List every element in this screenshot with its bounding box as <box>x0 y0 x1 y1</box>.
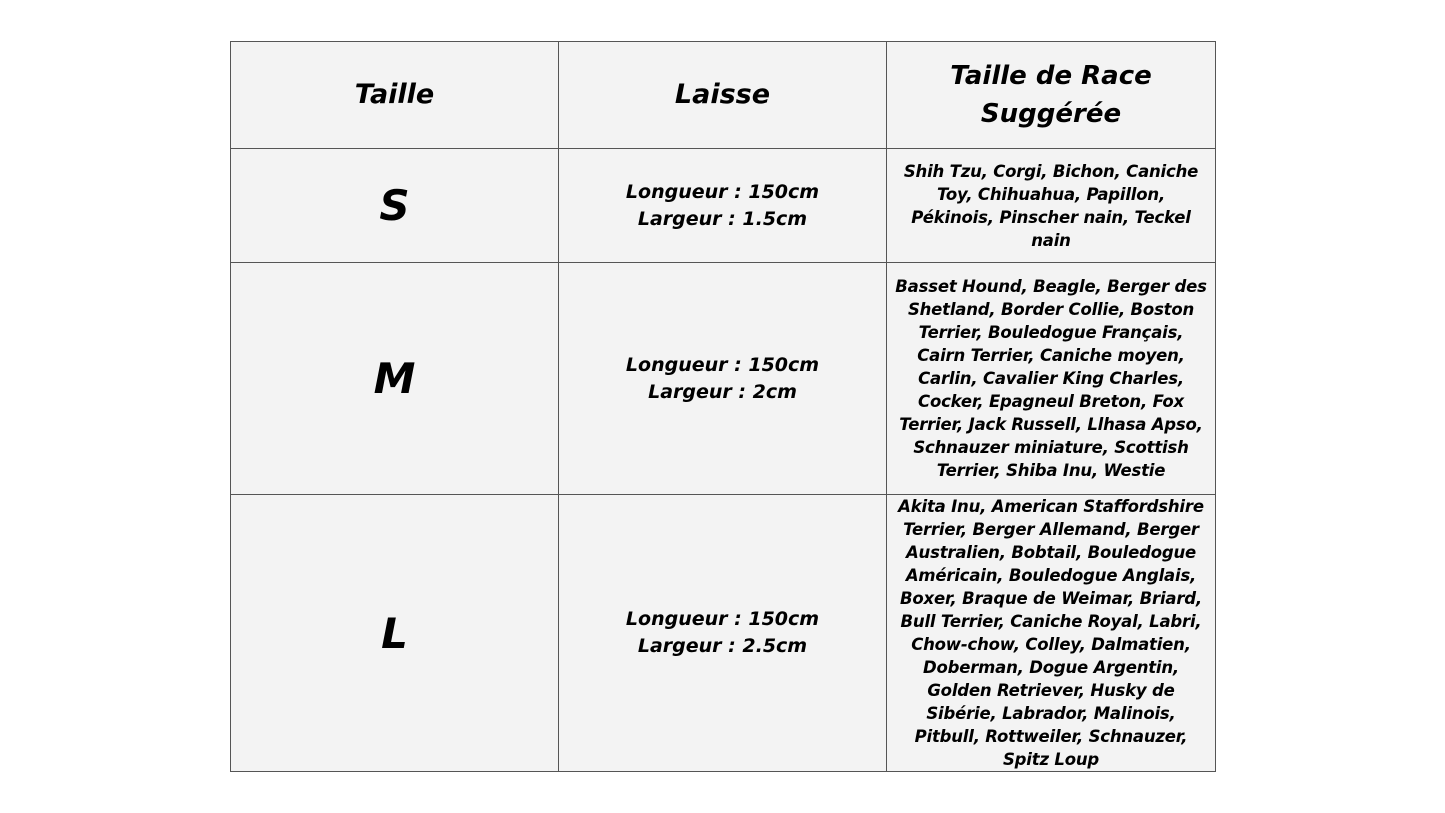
leash-length: Longueur : 150cm <box>625 180 820 203</box>
leash-length: Longueur : 150cm <box>625 608 820 630</box>
table-row-l <box>231 495 1216 772</box>
table-header-row <box>231 42 1216 149</box>
size-cell: L <box>231 495 559 772</box>
leash-width: Largeur : 2.5cm <box>637 635 808 657</box>
size-cell: M <box>231 263 559 495</box>
size-cell: S <box>231 149 559 263</box>
leash-width: Largeur : 1.5cm <box>637 207 808 230</box>
leash-width: Largeur : 2cm <box>648 380 797 403</box>
header-size: Taille <box>231 42 559 149</box>
breeds-cell: Basset Hound, Beagle, Berger des Shetland, Border Collie, Boston Terrier, Bouledogue Français, Cairn Terrier, Caniche moyen, Carlin, Cavalier King Charles, Cocker, Epagneul Breton, Fox Terrier, Jack Russell, Llhasa Apso, Schnauzer miniature, Scottish Terrier, Shiba Inu, Westie <box>887 263 1216 495</box>
table-row-m <box>231 263 1216 495</box>
header-breed-size: Taille de Race Suggérée <box>887 42 1216 149</box>
breeds-cell: Shih Tzu, Corgi, Bichon, Caniche Toy, Chihuahua, Papillon, Pékinois, Pinscher nain, Teckel nain <box>887 149 1216 263</box>
header-leash: Laisse <box>559 42 887 149</box>
breeds-cell: Akita Inu, American Staffordshire Terrier, Berger Allemand, Berger Australien, Bobtail, Bouledogue Américain, Bouledogue Anglais, Boxer, Braque de Weimar, Briard, Bull Terrier, Caniche Royal, Labri, Chow-chow, Colley, Dalmatien, Doberman, Dogue Argentin, Golden Retriever, Husky de Sibérie, Labrador, Malinois, Pitbull, Rottweiler, Schnauzer, Spitz Loup <box>887 495 1216 772</box>
leash-length: Longueur : 150cm <box>625 353 820 376</box>
leash-cell <box>559 495 887 772</box>
leash-cell <box>559 149 887 263</box>
size-chart-table <box>230 41 1216 772</box>
leash-cell <box>559 263 887 495</box>
table-row-s <box>231 149 1216 263</box>
